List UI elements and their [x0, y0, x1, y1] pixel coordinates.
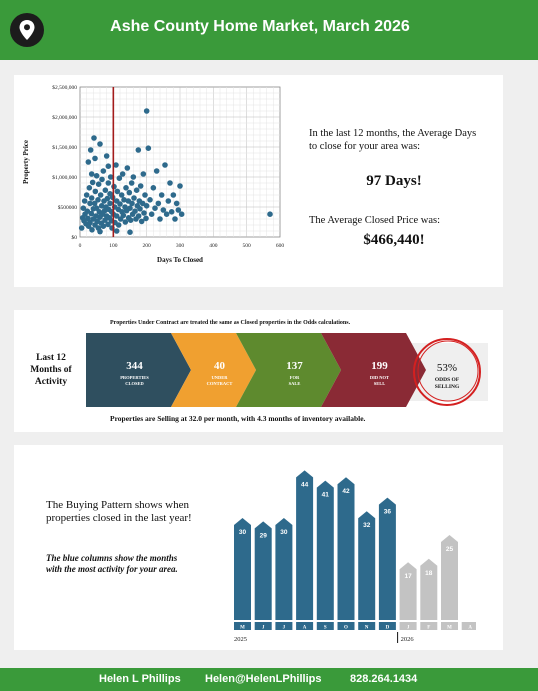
y-axis-label: Property Price: [22, 140, 30, 184]
data-point: [98, 192, 104, 198]
data-point: [169, 209, 175, 215]
x-tick-label: 200: [142, 243, 151, 249]
month-label: J: [282, 625, 286, 631]
y-tick-label: $0: [71, 235, 77, 241]
data-point: [114, 228, 120, 234]
data-point: [164, 211, 170, 217]
data-point: [267, 211, 273, 217]
data-point: [82, 198, 88, 204]
data-point: [149, 211, 155, 217]
data-point: [157, 216, 163, 222]
data-point: [172, 216, 178, 222]
x-tick-label: 500: [242, 243, 251, 249]
data-point: [129, 201, 135, 207]
agent-phone: 828.264.1434: [350, 673, 418, 685]
data-point: [166, 198, 172, 204]
segment-value: 137: [286, 360, 303, 372]
data-point: [131, 174, 137, 180]
selling-rate-note: Properties are Selling at 32.0 per month, with 4.3 months of inventory available.: [110, 414, 366, 423]
segment-value: 199: [371, 360, 388, 372]
data-point: [167, 180, 173, 186]
odds-label: SELLING: [434, 384, 460, 390]
segment-label: PROPERTIES: [120, 375, 149, 380]
data-point: [171, 192, 177, 198]
x-tick-label: 400: [209, 243, 218, 249]
data-point: [127, 190, 133, 196]
data-point: [84, 192, 90, 198]
x-axis-label: Days To Closed: [157, 256, 203, 264]
odds-label: ODDS OF: [434, 377, 460, 383]
odds-value: 53%: [436, 362, 458, 374]
data-point: [125, 165, 131, 171]
monthly-closings-bar-chart: [226, 470, 476, 645]
agent-name: Helen L Phillips: [99, 673, 181, 685]
bar-value-label: 41: [321, 491, 329, 499]
data-point: [151, 185, 157, 191]
data-point: [144, 203, 150, 209]
month-label: M: [240, 625, 245, 631]
data-point: [107, 201, 113, 207]
data-point: [119, 192, 125, 198]
bar-value-label: 18: [425, 569, 433, 577]
data-point: [95, 197, 101, 203]
data-point: [116, 222, 122, 228]
data-point: [92, 156, 98, 162]
data-point: [94, 173, 100, 179]
month-label: O: [344, 625, 348, 631]
data-point: [104, 153, 110, 159]
month-bar: [400, 562, 417, 620]
data-point: [152, 205, 158, 211]
data-point: [89, 195, 95, 201]
data-point: [156, 201, 162, 207]
month-bar: [420, 559, 437, 620]
data-point: [91, 135, 97, 141]
data-point: [137, 206, 143, 212]
data-point: [99, 177, 105, 183]
data-point: [142, 192, 148, 198]
data-point: [123, 185, 129, 191]
data-point: [138, 183, 144, 189]
month-label: A: [302, 625, 307, 631]
segment-value: 40: [214, 360, 225, 372]
data-point: [127, 229, 133, 235]
data-point: [96, 181, 102, 187]
data-point: [143, 216, 149, 222]
bar-value-label: 29: [259, 532, 267, 540]
price-intro-text: The Average Closed Price was:: [309, 215, 441, 226]
segment-label: SALE: [288, 381, 301, 386]
avg-price-value: $466,440!: [363, 232, 425, 248]
data-point: [106, 163, 112, 169]
data-point: [93, 189, 99, 195]
data-point: [177, 183, 183, 189]
data-point: [136, 213, 142, 219]
header-bar: [0, 0, 538, 60]
data-point: [131, 195, 137, 201]
month-label: D: [385, 625, 390, 631]
data-point: [101, 168, 107, 174]
segment-label: CLOSED: [125, 381, 144, 386]
y-tick-label: $1,500,000: [52, 145, 77, 151]
data-point: [88, 147, 94, 153]
y-tick-label: $1,000,000: [52, 175, 77, 181]
bar-value-label: 30: [238, 529, 247, 536]
data-point: [103, 187, 109, 193]
month-bar: [317, 481, 334, 620]
segment-label: UNDER: [211, 375, 228, 380]
data-point: [120, 171, 126, 177]
data-point: [141, 210, 147, 216]
month-label: A: [468, 625, 473, 631]
data-point: [132, 208, 138, 214]
bar-value-label: 36: [383, 508, 392, 516]
month-label: F: [427, 625, 431, 631]
bar-value-label: 25: [445, 546, 454, 553]
segment-label: DID NOT: [369, 375, 390, 380]
month-bar: [379, 498, 396, 620]
page-title: Ashe County Home Market, March 2026: [110, 18, 410, 35]
month-label: M: [447, 625, 452, 631]
month-label: S: [323, 625, 327, 631]
x-tick-label: 0: [78, 243, 82, 249]
data-point: [87, 185, 93, 191]
data-point: [117, 201, 123, 207]
year-label: 2025: [234, 636, 247, 643]
month-label: J: [261, 625, 265, 631]
y-tick-label: $2,500,000: [52, 85, 77, 91]
data-point: [141, 171, 147, 177]
data-point: [146, 145, 152, 151]
x-tick-label: 300: [175, 243, 185, 249]
segment-value: 344: [126, 360, 143, 372]
data-point: [115, 189, 121, 195]
data-point: [134, 187, 140, 193]
data-point: [121, 213, 127, 219]
footer-bar: [0, 668, 538, 691]
data-point: [174, 201, 180, 207]
days-intro-text: In the last 12 months, the Average Days to close for your area was:: [309, 128, 477, 152]
data-point: [90, 180, 96, 186]
month-label: J: [406, 625, 410, 631]
month-label: N: [364, 625, 369, 631]
price-vs-days-scatter-chart: [14, 75, 294, 275]
data-point: [106, 180, 112, 186]
data-point: [97, 141, 103, 147]
bar-value-label: 17: [404, 573, 412, 581]
data-point: [89, 227, 95, 233]
data-point: [127, 205, 133, 211]
year-label: 2026: [400, 636, 414, 643]
data-point: [144, 108, 150, 114]
bar-value-label: 44: [300, 481, 309, 489]
y-tick-label: $500000: [57, 205, 77, 211]
segment-label: FOR: [289, 375, 300, 380]
data-point: [129, 180, 135, 186]
buying-pattern-text: The Buying Pattern shows when properties closed in the last year!: [46, 499, 192, 524]
bar-value-label: 32: [363, 522, 371, 530]
y-tick-label: $2,000,000: [52, 115, 77, 121]
data-point: [128, 217, 134, 223]
month-bar: [296, 470, 313, 620]
activity-label: Last 12 Months of Activity: [30, 353, 72, 387]
x-tick-label: 600: [275, 243, 285, 249]
data-point: [147, 197, 153, 203]
activity-chevrons: [86, 333, 491, 407]
bar-value-label: 42: [342, 488, 350, 496]
segment-label: CONTRACT: [206, 381, 233, 386]
bar-value-label: 30: [280, 529, 288, 536]
segment-label: SELL: [373, 381, 386, 386]
data-point: [179, 211, 185, 217]
data-point: [89, 171, 95, 177]
data-point: [162, 162, 168, 168]
map-pin-icon: [10, 13, 44, 47]
agent-handle: Helen@HelenLPhillips: [205, 673, 322, 685]
data-point: [86, 159, 92, 165]
data-point: [154, 168, 160, 174]
odds-note: Properties Under Contract are treated the same as Closed properties in the Odds calculations.: [110, 320, 351, 326]
buying-pattern-subtext: The blue columns show the months with the most activity for your area.: [46, 553, 178, 574]
data-point: [136, 147, 142, 153]
month-bar: [338, 477, 355, 620]
x-tick-label: 100: [109, 243, 118, 249]
data-point: [97, 229, 103, 235]
data-point: [159, 192, 165, 198]
data-point: [79, 225, 85, 231]
data-point: [105, 196, 111, 202]
avg-days-value: 97 Days!: [366, 173, 422, 189]
